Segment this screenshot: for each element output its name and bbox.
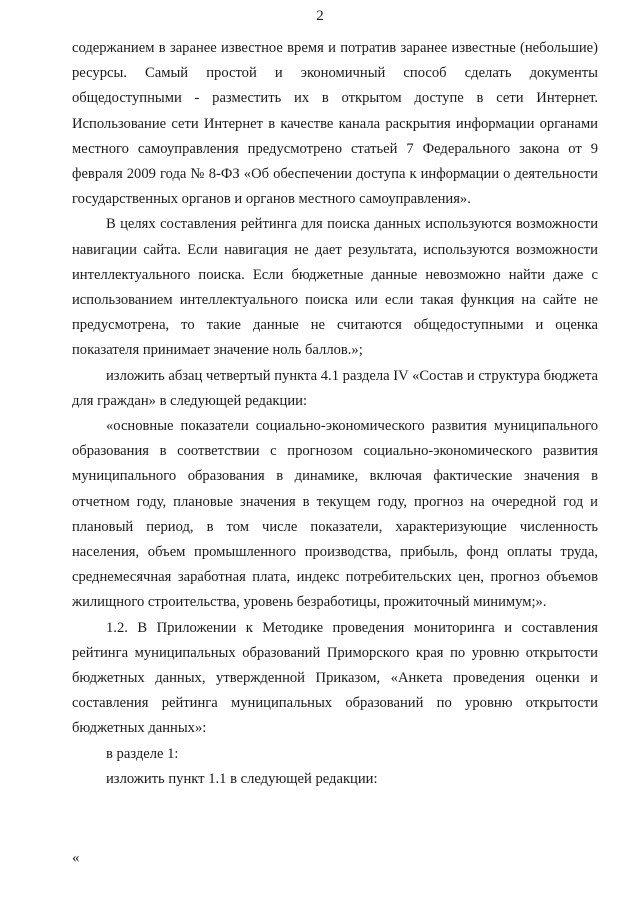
opening-quote-mark: « (72, 850, 80, 866)
paragraph-appendix-amendment: 1.2. В Приложении к Методике проведения мониторинга и составления рейтинга муниципальных образований Приморского края по уровню открытости бюджетных данных, утвержденной Приказом, «Анкета проведения оценки и составления рейтинга муниципальных образований по уровню открытости бюджетных данных»: (72, 619, 598, 737)
page-number: 2 (316, 8, 324, 24)
paragraph-amend-item-1-1: изложить пункт 1.1 в следующей редакции: (106, 770, 378, 787)
paragraph-amend-section-4-1: изложить абзац четвертый пункта 4.1 раздела IV «Состав и структура бюджета для граждан» в следующей редакции: (72, 367, 598, 409)
document-body (72, 36, 598, 792)
paragraph-key-indicators: «основные показатели социально-экономического развития муниципального образования в соответствии с прогнозом социально-экономического развития муниципального образования в динамике, включая фактические значения в отчетном году, плановые значения в текущем году, прогноз на очередной год и плановый период, в том числе показатели, характеризующие численность населения, объем промышленного производства, прибыль, фонд оплаты труда, среднемесячная заработная плата, индекс потребительских цен, прогноз объемов жилищного строительства, уровень безработицы, прожиточный минимум;». (72, 418, 598, 611)
paragraph-access-to-information: содержанием в заранее известное время и потратив заранее известные (небольшие) ресурсы. Самый простой и экономичный способ сделать документы общедоступными - разместить их в открытом доступе в сети Интернет. Использование сети Интернет в качестве канала раскрытия информации органами местного самоуправления предусмотрено статьей 7 Федерального закона от 9 февраля 2009 года № 8-ФЗ «Об обеспечении доступа к информации о деятельности государственных органов и органов местного самоуправления». (72, 40, 598, 208)
paragraph-rating-search: В целях составления рейтинга для поиска данных используются возможности навигации сайта. Если навигация не дает результата, используются возможности интеллектуального поиска. Если бюджетные данные невозможно найти даже с использованием интеллектуального поиска или если такая функция на сайте не предусмотрена, то такие данные не считаются общедоступными и оценка показателя принимает значение ноль баллов.»; (72, 216, 598, 359)
paragraph-section-1: в разделе 1: (106, 745, 179, 762)
